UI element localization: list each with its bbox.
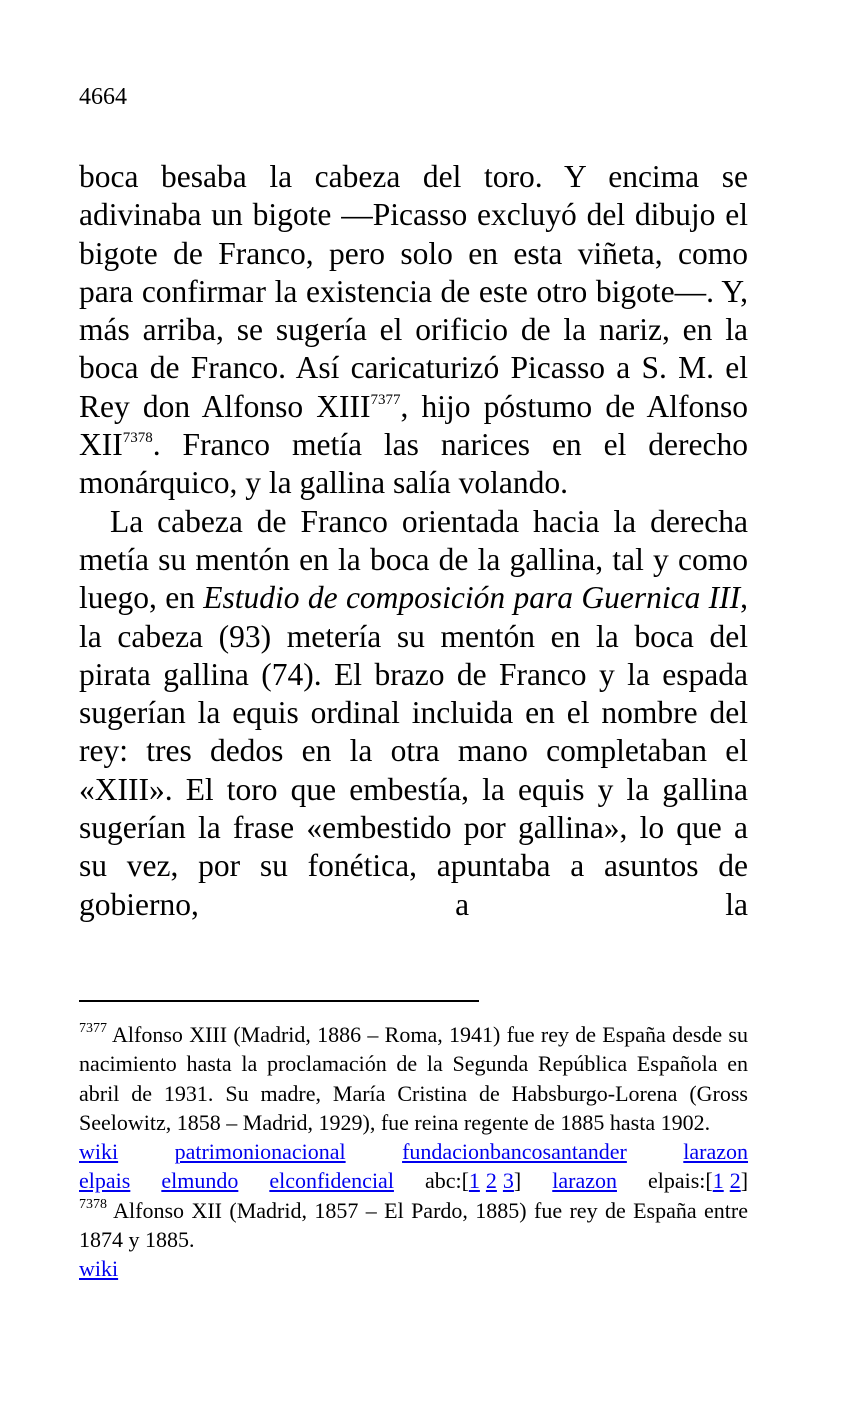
- link-fundacionbancosantander[interactable]: fundacionbancosantander: [402, 1139, 627, 1165]
- footnote-text: Alfonso XIII (Madrid, 1886 – Roma, 1941) fue rey de España desde su nacimiento hasta la proclamación de la Segunda República Española en abril de 1931. Su madre, María Cristina de Habsburgo-Lorena (Gross Seelowitz, 1858 – Madrid, 1929), fue reina regente de 1885 hasta 1902.: [79, 1022, 748, 1135]
- elpais-group: [648, 1168, 748, 1193]
- paragraph-1: [79, 158, 748, 503]
- abc-close: ]: [513, 1168, 522, 1194]
- link-abc-1[interactable]: 1: [468, 1168, 480, 1194]
- page-number: 4664: [79, 84, 127, 110]
- paragraph-1-text-c: . Franco metía las narices en el derecho monárquico, y la gallina salía volando.: [79, 427, 748, 501]
- abc-label: abc:[: [424, 1168, 469, 1194]
- link-elmundo[interactable]: elmundo: [161, 1168, 239, 1194]
- link-abc-3[interactable]: 3: [502, 1168, 514, 1194]
- footnote-7378-links: [79, 1254, 748, 1283]
- link-wiki-2[interactable]: wiki: [79, 1256, 119, 1282]
- abc-group: [425, 1168, 521, 1193]
- link-elpais[interactable]: elpais: [79, 1168, 131, 1194]
- link-larazon-2[interactable]: larazon: [552, 1168, 617, 1194]
- footnote-7378: [79, 1196, 748, 1255]
- footnote-separator: [79, 1000, 479, 1002]
- link-wiki[interactable]: wiki: [79, 1139, 119, 1165]
- elpais-close: ]: [740, 1168, 749, 1194]
- elpais-label: elpais:[: [647, 1168, 713, 1194]
- footnote-7377: [79, 1020, 748, 1137]
- link-patrimonionacional[interactable]: patrimonionacional: [174, 1139, 346, 1165]
- paragraph-1-text-b: , hijo póstumo de Alfonso XII: [79, 388, 748, 463]
- footnote-7377-links-row-2: [79, 1166, 748, 1195]
- link-larazon[interactable]: larazon: [683, 1139, 749, 1165]
- paragraph-1-text-a: boca besaba la cabeza del toro. Y encima se adivinaba un bigote ―Picasso excluyó del dibujo el bigote de Franco, pero solo en esta viñeta, como para confirmar la existencia de este otro bigote―. Y, más arriba, se sugería el orificio de la nariz, en la boca de Franco. Así caricaturizó Picasso a S. M. el Rey don Alfonso XIII: [79, 159, 748, 424]
- paragraph-2-text-b: , la cabeza (93) metería su mentón en la boca del pirata gallina (74). El brazo de Franco y la espada sugerían la equis ordinal incluida en el nombre del rey: tres dedos en la otra mano completaban el «XIII». El toro que embestía, la equis y la gallina sugerían la frase «embestido por gallina», lo que a su vez, por su fonética, apuntaba a asuntos de gobierno, a la: [79, 580, 749, 922]
- footnote-number: 7377: [79, 1021, 107, 1036]
- footnote-ref-7378[interactable]: 7378: [122, 430, 153, 447]
- footnote-number: 7378: [79, 1196, 107, 1212]
- footnote-ref-7377[interactable]: 7377: [370, 391, 401, 408]
- footnotes: [79, 1020, 748, 1284]
- footnote-text: Alfonso XII (Madrid, 1857 – El Pardo, 1885) fue rey de España entre 1874 y 1885.: [79, 1197, 748, 1253]
- link-elconfidencial[interactable]: elconfidencial: [269, 1168, 394, 1194]
- paragraph-2-text-a: La cabeza de Franco orientada hacia la derecha metía su mentón en la boca de la gallina, tal y como luego, en: [79, 503, 748, 616]
- footnote-7377-links-row-1: [79, 1137, 748, 1166]
- paragraph-2: [79, 503, 748, 924]
- body-text: [79, 158, 748, 924]
- link-elpais-1[interactable]: 1: [712, 1168, 724, 1194]
- paragraph-2-artwork-title: Estudio de composición para Guernica III: [203, 580, 741, 616]
- link-abc-2[interactable]: 2: [485, 1168, 497, 1194]
- link-elpais-2[interactable]: 2: [729, 1168, 741, 1194]
